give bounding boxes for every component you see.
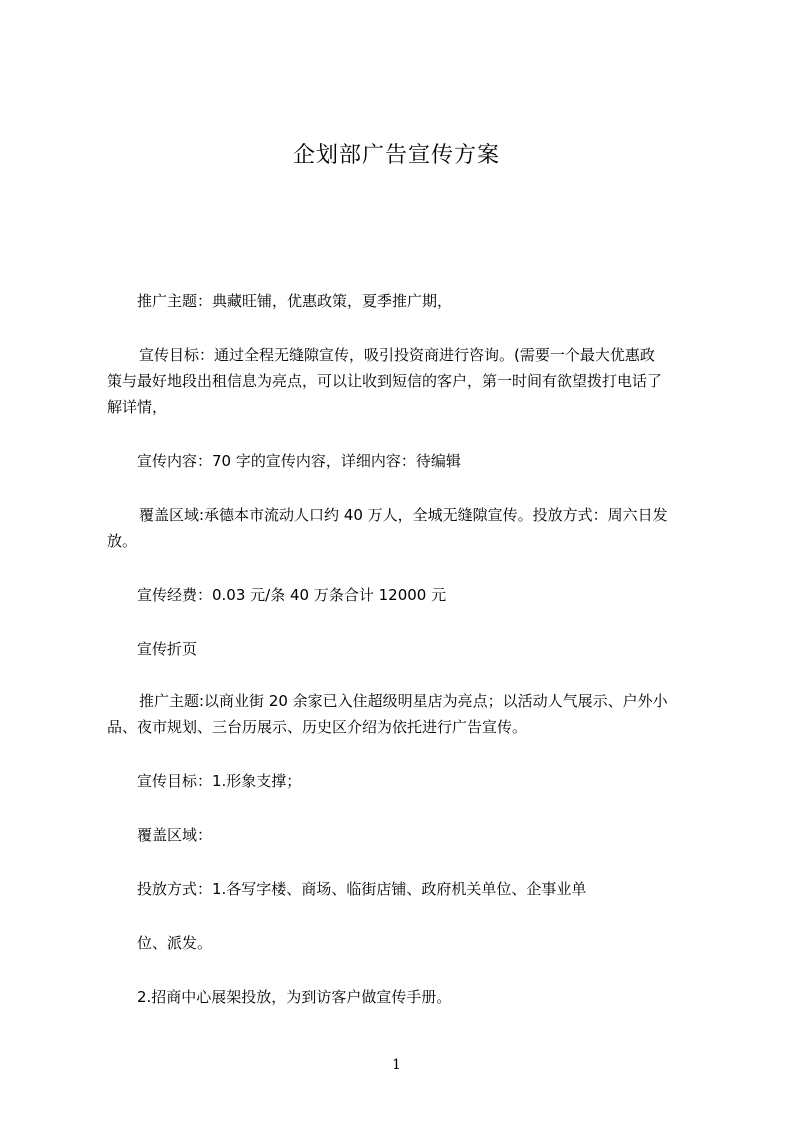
page-number: 1 (392, 1057, 401, 1073)
paragraph-investment-center: 2.招商中心展架投放，为到访客户做宣传手册。 (137, 988, 452, 1006)
paragraph-distribution-continued: 位、派发。 (137, 934, 213, 952)
paragraph-coverage-line-2: 放。 (107, 532, 138, 550)
document-title: 企划部广告宣传方案 (292, 143, 500, 168)
paragraph-coverage-line-1: 覆盖区域:承德本市流动人口约 40 万人，全城无缝隙宣传。投放方式：周六日发 (139, 506, 668, 524)
paragraph-budget: 宣传经费：0.03 元/条 40 万条合计 12000 元 (137, 586, 447, 604)
paragraph-distribution-method: 投放方式：1.各写字楼、商场、临街店铺、政府机关单位、企事业单 (137, 880, 587, 898)
paragraph-promotion-theme: 推广主题：典藏旺铺，优惠政策，夏季推广期， (137, 292, 453, 310)
paragraph-goal-line-1: 宣传目标：通过全程无缝隙宣传，吸引投资商进行咨询。(需要一个最大优惠政 (139, 346, 655, 364)
paragraph-brochure-theme-line-2: 品、夜市规划、三台历展示、历史区介绍为依托进行广告宣传。 (107, 718, 528, 736)
paragraph-goal-line-3: 解详情， (107, 398, 168, 416)
paragraph-brochure-goal: 宣传目标：1.形象支撑； (137, 772, 302, 790)
paragraph-brochure-theme-line-1: 推广主题:以商业街 20 余家已入住超级明星店为亮点；以活动人气展示、户外小 (139, 692, 668, 710)
section-heading-brochure: 宣传折页 (137, 640, 198, 658)
paragraph-brochure-coverage: 覆盖区域： (137, 826, 213, 844)
paragraph-content: 宣传内容：70 字的宣传内容，详细内容：待编辑 (137, 452, 461, 470)
paragraph-goal-line-2: 策与最好地段出租信息为亮点，可以让收到短信的客户，第一时间有欲望拨打电话了 (107, 372, 663, 390)
